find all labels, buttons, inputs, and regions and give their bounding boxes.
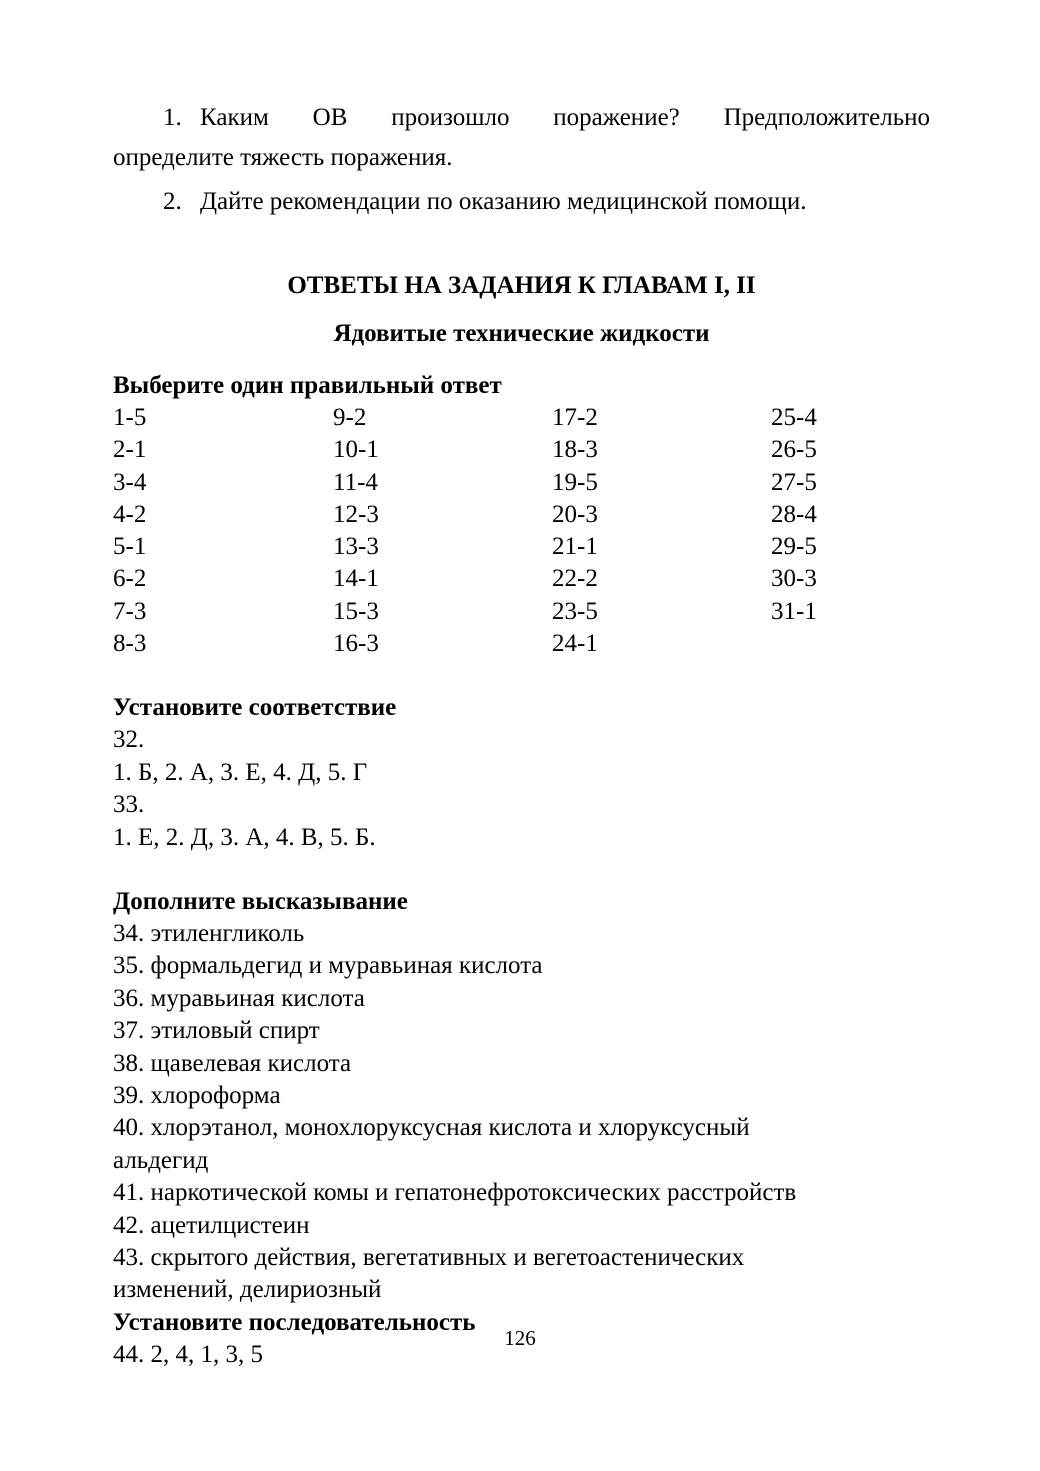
statement-answer-line: 41. наркотической комы и гепатонефротоксических расстройств bbox=[113, 1179, 797, 1207]
page-number: 126 bbox=[504, 1326, 536, 1350]
statement-answer-line: 40. хлорэтанол, монохлоруксусная кислота и хлоруксусный bbox=[113, 1114, 750, 1142]
answer-cell: 2-1 bbox=[113, 436, 147, 464]
question-1 bbox=[113, 98, 930, 138]
answer-cell: 26-5 bbox=[771, 436, 817, 464]
answer-cell: 12-3 bbox=[333, 500, 379, 528]
answer-cell: 16-3 bbox=[333, 630, 379, 658]
question-1-continued: определите тяжесть поражения. bbox=[113, 144, 453, 171]
statement-answer-line: 36. муравьиная кислота bbox=[113, 984, 365, 1012]
answer-cell: 22-2 bbox=[552, 565, 598, 593]
answer-cell: 15-3 bbox=[333, 597, 379, 625]
matching-answer-line: 33. bbox=[113, 791, 145, 819]
answer-cell: 9-2 bbox=[333, 404, 367, 431]
statement-answer-line: 34. этиленгликоль bbox=[113, 920, 305, 947]
section-sequence-title: Установите последовательность bbox=[113, 1308, 476, 1336]
answer-cell: 13-3 bbox=[333, 533, 379, 561]
matching-answer-line: 32. bbox=[113, 726, 145, 754]
matching-answer-line: 1. Б, 2. А, 3. Е, 4. Д, 5. Г bbox=[113, 758, 368, 786]
answer-cell: 8-3 bbox=[113, 630, 147, 658]
single-answer-grid bbox=[113, 402, 930, 660]
answer-cell: 5-1 bbox=[113, 533, 147, 561]
answer-cell: 14-1 bbox=[333, 565, 379, 593]
statement-answer-line: 39. хлороформа bbox=[113, 1082, 281, 1110]
answer-cell: 30-3 bbox=[771, 565, 817, 593]
answer-cell: 20-3 bbox=[552, 500, 598, 528]
answer-cell: 4-2 bbox=[113, 500, 147, 528]
answer-cell: 21-1 bbox=[552, 533, 598, 561]
statement-answer-line: альдегид bbox=[113, 1146, 209, 1174]
section-matching-title: Установите соответствие bbox=[113, 694, 397, 722]
answer-cell: 24-1 bbox=[552, 630, 598, 658]
statement-answer-line: 38. щавелевая кислота bbox=[113, 1049, 352, 1077]
answer-cell: 27-5 bbox=[771, 468, 817, 496]
matching-answer-line: 1. Е, 2. Д, 3. А, 4. В, 5. Б. bbox=[113, 823, 376, 851]
statement-answer-line: 42. ацетилцистеин bbox=[113, 1211, 310, 1239]
answers-subheading: Ядовитые технические жидкости bbox=[333, 320, 710, 347]
matching-answers bbox=[113, 724, 930, 854]
statement-answer-line: изменений, делириозный bbox=[113, 1276, 382, 1304]
question-2-number: 2. bbox=[163, 188, 182, 215]
answer-cell: 6-2 bbox=[113, 565, 147, 593]
answer-cell bbox=[771, 628, 930, 660]
answer-cell: 10-1 bbox=[333, 436, 379, 464]
answer-cell: 23-5 bbox=[552, 597, 598, 625]
answers-heading: ОТВЕТЫ НА ЗАДАНИЯ К ГЛАВАМ I, II bbox=[287, 272, 756, 299]
answer-cell: 11-4 bbox=[333, 468, 378, 496]
answer-cell: 1-5 bbox=[113, 404, 147, 431]
statement-answer-line: 35. формальдегид и муравьиная кислота bbox=[113, 952, 543, 980]
section-complete-statement-title: Дополните высказывание bbox=[113, 888, 408, 915]
answer-cell: 28-4 bbox=[771, 500, 817, 528]
answer-cell: 3-4 bbox=[113, 468, 147, 496]
question-1-text-line1: Каким ОВ произошло поражение? Предположительно bbox=[200, 104, 930, 131]
section-single-answer-title: Выберите один правильный ответ bbox=[113, 372, 502, 399]
answer-cell: 18-3 bbox=[552, 436, 598, 464]
sequence-answer-line: 44. 2, 4, 1, 3, 5 bbox=[113, 1340, 263, 1368]
statement-answer-line: 43. скрытого действия, вегетативных и вегетоастенических bbox=[113, 1244, 745, 1272]
answer-cell: 31-1 bbox=[771, 597, 817, 625]
document-page bbox=[113, 98, 930, 1371]
answer-cell: 29-5 bbox=[771, 533, 817, 561]
answer-cell: 7-3 bbox=[113, 597, 147, 625]
question-2 bbox=[113, 182, 930, 222]
question-1-number: 1. bbox=[163, 104, 182, 131]
question-2-text: Дайте рекомендации по оказанию медицинской помощи. bbox=[200, 188, 807, 215]
answer-cell: 25-4 bbox=[771, 404, 817, 431]
answer-cell: 17-2 bbox=[552, 404, 598, 431]
statement-answer-line: 37. этиловый спирт bbox=[113, 1017, 320, 1045]
answer-cell: 19-5 bbox=[552, 468, 598, 496]
complete-statement-answers bbox=[113, 918, 930, 1307]
